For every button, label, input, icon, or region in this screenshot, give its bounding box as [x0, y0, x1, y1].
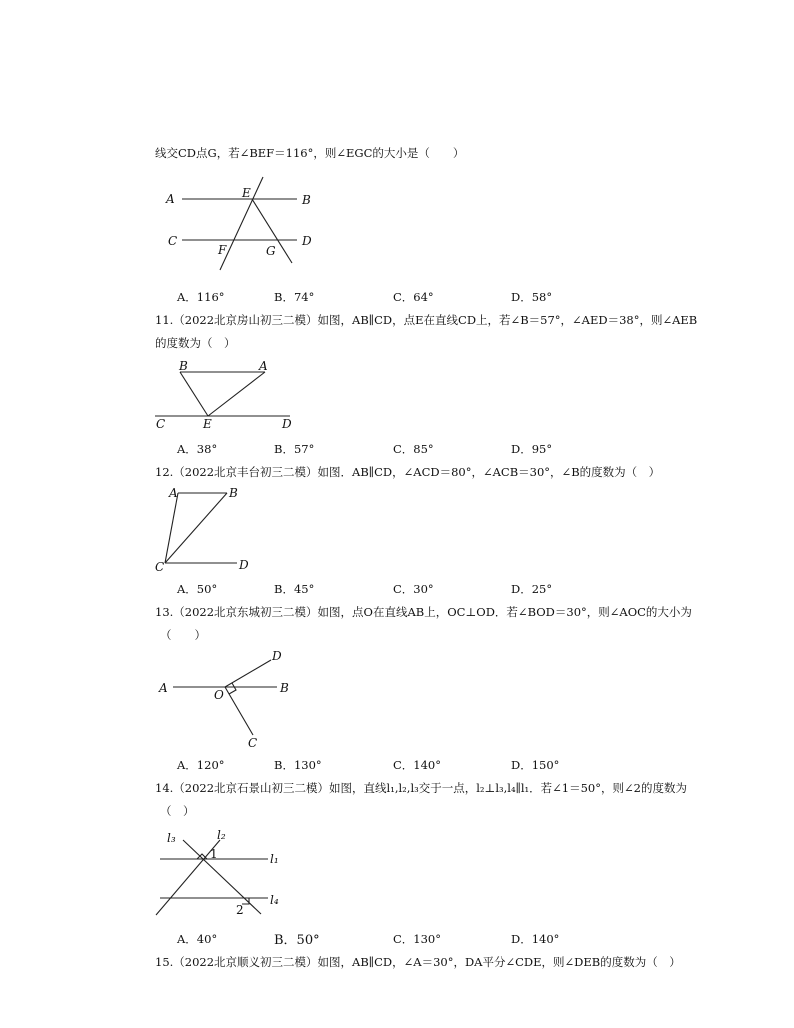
q14-stem-line2: （ ）	[160, 804, 195, 818]
q12-stem-line1: 12.（2022北京丰台初三二模）如图．AB∥CD，∠ACD＝80°，∠ACB＝30°，∠B的度数为（ ）	[155, 465, 661, 479]
q11-label-e: E	[203, 417, 212, 431]
q14-option-b[interactable]: B．50°	[274, 933, 320, 948]
q13-option-b[interactable]: B．130°	[274, 758, 322, 772]
q10-option-a[interactable]: A．116°	[177, 290, 225, 304]
q11-option-c[interactable]: C．85°	[393, 442, 434, 456]
q12-segment-ac	[165, 493, 178, 563]
q12-option-a[interactable]: A．50°	[177, 582, 218, 596]
q13-option-c[interactable]: C．140°	[393, 758, 441, 772]
q14-label-2: 2	[236, 903, 244, 917]
q14-stem-line1: 14.（2022北京石景山初三二模）如图，直线l₁,l₂,l₃交于一点，l₂⊥l₃,l₄∥l₁．若∠1＝50°，则∠2的度数为	[155, 781, 687, 795]
q11-label-b: B	[179, 359, 188, 373]
q10-option-b[interactable]: B．74°	[274, 290, 315, 304]
q14-label-l3: l₃	[167, 831, 176, 845]
q13-stem-line1: 13.（2022北京东城初三二模）如图，点O在直线AB上，OC⊥OD．若∠BOD＝30°，则∠AOC的大小为	[155, 605, 692, 619]
q10-option-d[interactable]: D．58°	[511, 290, 553, 304]
q11-stem-line1: 11.（2022北京房山初三二模）如图，AB∥CD，点E在直线CD上，若∠B＝57°，∠AED＝38°，则∠AEB	[155, 313, 698, 327]
q10-label-f: F	[218, 243, 227, 257]
q13-option-a[interactable]: A．120°	[177, 758, 225, 772]
q14-label-l2: l₂	[217, 828, 226, 842]
q12-label-b: B	[229, 486, 238, 500]
q11-option-b[interactable]: B．57°	[274, 442, 315, 456]
q12-segment-bc	[165, 493, 227, 563]
q13-ray-od	[225, 660, 271, 687]
q12-option-d[interactable]: D．25°	[511, 582, 553, 596]
q14-label-l4: l₄	[270, 893, 279, 907]
q12-figure	[155, 485, 255, 577]
q14-option-a[interactable]: A．40°	[177, 932, 218, 946]
q14-figure	[150, 825, 295, 920]
q12-label-d: D	[239, 558, 249, 572]
q13-label-o: O	[214, 688, 224, 702]
q13-label-c: C	[248, 736, 258, 750]
q13-label-a: A	[159, 681, 168, 695]
q11-segment-ae	[208, 372, 265, 416]
q11-label-c: C	[156, 417, 166, 431]
q10-label-c: C	[168, 234, 178, 248]
q10-stem: 线交CD点G，若∠BEF＝116°，则∠EGC的大小是（ ）	[155, 146, 465, 160]
q11-segment-be	[180, 372, 208, 416]
q13-stem-line2: （ ）	[160, 628, 206, 642]
q15-stem-line1: 15.（2022北京顺义初三二模）如图，AB∥CD，∠A＝30°，DA平分∠CDE，则∠DEB的度数为（ ）	[155, 955, 681, 969]
q14-label-1: 1	[210, 847, 218, 861]
q10-figure	[160, 175, 330, 275]
q11-stem-line2: 的度数为（ ）	[155, 336, 236, 350]
q14-option-d[interactable]: D．140°	[511, 932, 560, 946]
q11-option-a[interactable]: A．38°	[177, 442, 218, 456]
q10-label-b: B	[302, 193, 311, 207]
q10-label-e: E	[242, 186, 251, 200]
q13-figure	[155, 645, 300, 755]
q13-label-d: D	[272, 649, 282, 663]
q11-label-a: A	[259, 359, 268, 373]
q11-figure	[155, 358, 295, 433]
q14-label-l1: l₁	[270, 852, 279, 866]
q13-option-d[interactable]: D．150°	[511, 758, 560, 772]
q14-option-c[interactable]: C．130°	[393, 932, 441, 946]
q12-label-a: A	[169, 486, 178, 500]
q12-label-c: C	[155, 560, 165, 574]
q10-label-a: A	[166, 192, 175, 206]
q12-option-c[interactable]: C．30°	[393, 582, 434, 596]
q10-option-c[interactable]: C．64°	[393, 290, 434, 304]
q10-label-g: G	[266, 244, 276, 258]
q11-option-d[interactable]: D．95°	[511, 442, 553, 456]
q12-option-b[interactable]: B．45°	[274, 582, 315, 596]
q11-label-d: D	[282, 417, 292, 431]
q13-label-b: B	[280, 681, 289, 695]
q10-label-d: D	[302, 234, 312, 248]
